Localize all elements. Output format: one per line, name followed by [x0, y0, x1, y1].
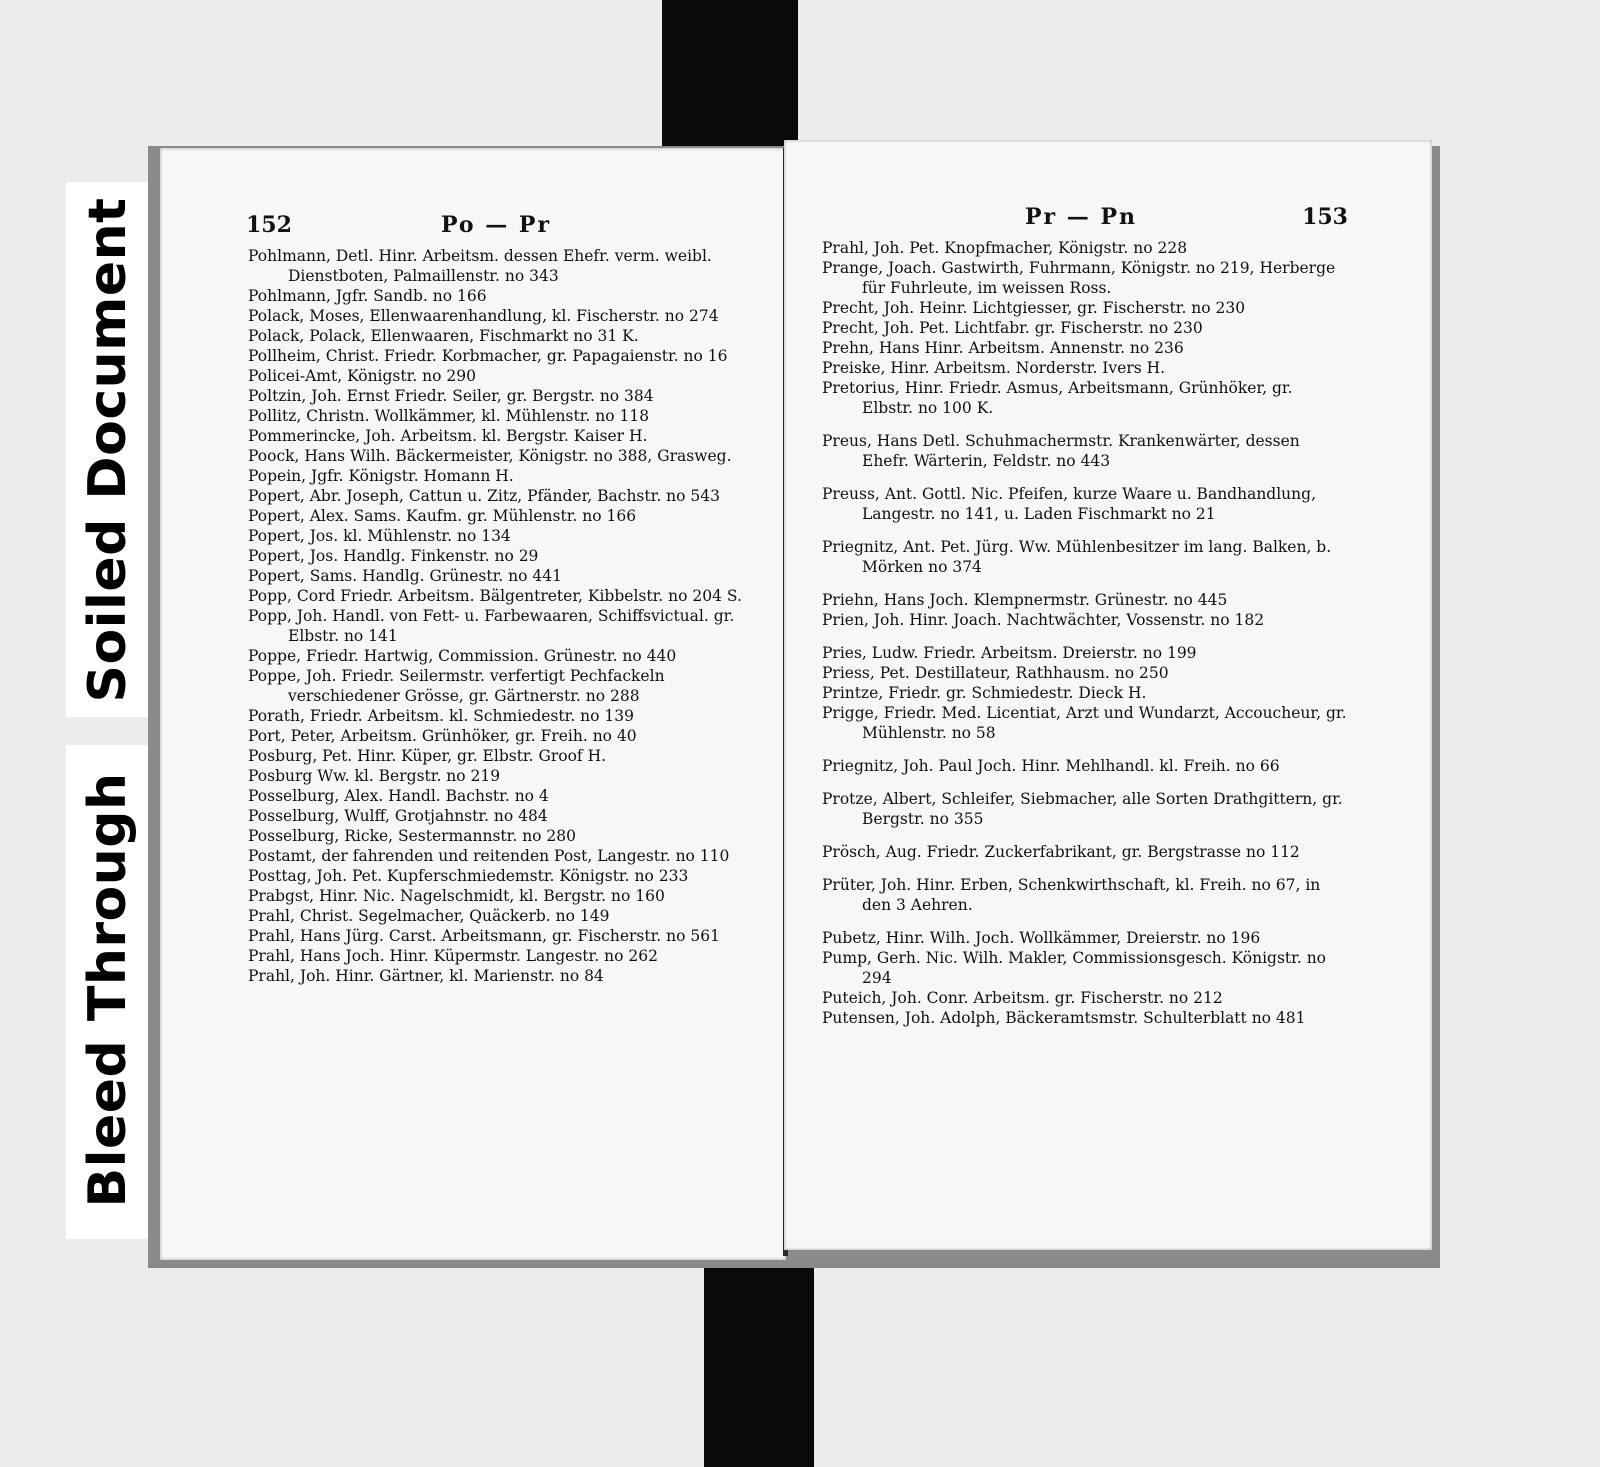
- directory-entry: Postamt, der fahrenden und reitenden Post, Langestr. no 110: [248, 847, 730, 865]
- binding-strip-top: [662, 0, 798, 152]
- bleed-through-label: Bleed Through: [78, 772, 138, 1208]
- directory-entry: Port, Peter, Arbeitsm. Grünhöker, gr. Freih. no 40: [248, 727, 637, 745]
- directory-entry: Priegnitz, Joh. Paul Joch. Hinr. Mehlhandl. kl. Freih. no 66: [822, 757, 1280, 775]
- directory-entry: Popert, Abr. Joseph, Cattun u. Zitz, Pfänder, Bachstr. no 543: [248, 487, 721, 505]
- directory-entry: Pretorius, Hinr. Friedr. Asmus, Arbeitsmann, Grünhöker, gr. Elbstr. no 100 K.: [822, 379, 1293, 417]
- directory-entry: Popert, Alex. Sams. Kaufm. gr. Mühlenstr. no 166: [248, 507, 637, 525]
- directory-entry: Printze, Friedr. gr. Schmiedestr. Dieck H.: [822, 684, 1147, 702]
- directory-entry: Popein, Jgfr. Königstr. Homann H.: [248, 467, 514, 485]
- directory-entry: Prange, Joach. Gastwirth, Fuhrmann, Königstr. no 219, Herberge für Fuhrleute, im weissen Ross.: [822, 259, 1336, 297]
- directory-entry: Pump, Gerh. Nic. Wilh. Makler, Commissionsgesch. Königstr. no 294: [822, 949, 1327, 987]
- directory-entry: Popp, Joh. Handl. von Fett- u. Farbewaaren, Schiffsvictual. gr. Elbstr. no 141: [248, 607, 735, 645]
- left-entry-list: [248, 246, 746, 986]
- directory-entry: Preiske, Hinr. Arbeitsm. Norderstr. Ivers H.: [822, 359, 1166, 377]
- right-page-heading: Pr — Pn: [1025, 204, 1137, 230]
- directory-entry: Posburg, Pet. Hinr. Küper, gr. Elbstr. Groof H.: [248, 747, 607, 765]
- directory-entry: Popp, Cord Friedr. Arbeitsm. Bälgentreter, Kibbelstr. no 204 S.: [248, 587, 742, 605]
- directory-entry: Posselburg, Alex. Handl. Bachstr. no 4: [248, 787, 549, 805]
- directory-entry: Priehn, Hans Joch. Klempnermstr. Grünestr. no 445: [822, 591, 1228, 609]
- directory-entry: Polack, Polack, Ellenwaaren, Fischmarkt no 31 K.: [248, 327, 639, 345]
- left-page: [160, 148, 786, 1260]
- directory-entry: Preuss, Ant. Gottl. Nic. Pfeifen, kurze Waare u. Bandhandlung, Langestr. no 141, u. Laden Fischmarkt no 21: [822, 485, 1316, 523]
- directory-entry: Prehn, Hans Hinr. Arbeitsm. Annenstr. no 236: [822, 339, 1184, 357]
- directory-entry: Prahl, Hans Joch. Hinr. Küpermstr. Langestr. no 262: [248, 947, 658, 965]
- directory-entry: Prüter, Joh. Hinr. Erben, Schenkwirthschaft, kl. Freih. no 67, in den 3 Aehren.: [822, 876, 1321, 914]
- directory-entry: Pohlmann, Jgfr. Sandb. no 166: [248, 287, 487, 305]
- binding-strip-bottom: [704, 1260, 814, 1467]
- directory-entry: Prabgst, Hinr. Nic. Nagelschmidt, kl. Bergstr. no 160: [248, 887, 665, 905]
- directory-entry: Pubetz, Hinr. Wilh. Joch. Wollkämmer, Dreierstr. no 196: [822, 929, 1261, 947]
- directory-entry: Precht, Joh. Heinr. Lichtgiesser, gr. Fischerstr. no 230: [822, 299, 1246, 317]
- directory-entry: Prösch, Aug. Friedr. Zuckerfabrikant, gr. Bergstrasse no 112: [822, 843, 1300, 861]
- right-entry-list: [822, 238, 1348, 1028]
- directory-entry: Poppe, Joh. Friedr. Seilermstr. verfertigt Pechfackeln verschiedener Grösse, gr. Gärtnerstr. no 288: [248, 667, 665, 705]
- directory-entry: Precht, Joh. Pet. Lichtfabr. gr. Fischerstr. no 230: [822, 319, 1203, 337]
- directory-entry: Posselburg, Ricke, Sestermannstr. no 280: [248, 827, 577, 845]
- directory-entry: Posselburg, Wulff, Grotjahnstr. no 484: [248, 807, 548, 825]
- directory-entry: Prahl, Christ. Segelmacher, Quäckerb. no 149: [248, 907, 610, 925]
- directory-entry: Porath, Friedr. Arbeitsm. kl. Schmiedestr. no 139: [248, 707, 634, 725]
- directory-entry: Popert, Sams. Handlg. Grünestr. no 441: [248, 567, 562, 585]
- left-page-heading: Po — Pr: [440, 212, 552, 238]
- directory-entry: Policei-Amt, Königstr. no 290: [248, 367, 476, 385]
- directory-entry: Prahl, Joh. Pet. Knopfmacher, Königstr. no 228: [822, 239, 1188, 257]
- right-page-header: [814, 204, 1348, 238]
- directory-entry: Pollheim, Christ. Friedr. Korbmacher, gr. Papagaienstr. no 16: [248, 347, 728, 365]
- directory-entry: Pollitz, Christn. Wollkämmer, kl. Mühlenstr. no 118: [248, 407, 650, 425]
- right-page: [784, 140, 1432, 1250]
- directory-entry: Prigge, Friedr. Med. Licentiat, Arzt und Wundarzt, Accoucheur, gr. Mühlenstr. no 58: [822, 704, 1347, 742]
- directory-entry: Prahl, Joh. Hinr. Gärtner, kl. Marienstr. no 84: [248, 967, 604, 985]
- right-page-number: 153: [1302, 204, 1348, 230]
- directory-entry: Priess, Pet. Destillateur, Rathhausm. no 250: [822, 664, 1169, 682]
- directory-entry: Puteich, Joh. Conr. Arbeitsm. gr. Fischerstr. no 212: [822, 989, 1223, 1007]
- directory-entry: Prahl, Hans Jürg. Carst. Arbeitsmann, gr. Fischerstr. no 561: [248, 927, 720, 945]
- directory-entry: Popert, Jos. kl. Mühlenstr. no 134: [248, 527, 511, 545]
- soiled-document-label: Soiled Document: [78, 197, 138, 703]
- left-page-header: [246, 212, 746, 246]
- directory-entry: Pries, Ludw. Friedr. Arbeitsm. Dreierstr. no 199: [822, 644, 1197, 662]
- directory-entry: Posttag, Joh. Pet. Kupferschmiedemstr. Königstr. no 233: [248, 867, 689, 885]
- directory-entry: Priegnitz, Ant. Pet. Jürg. Ww. Mühlenbesitzer im lang. Balken, b. Mörken no 374: [822, 538, 1332, 576]
- directory-entry: Poltzin, Joh. Ernst Friedr. Seiler, gr. Bergstr. no 384: [248, 387, 654, 405]
- directory-entry: Poock, Hans Wilh. Bäckermeister, Königstr. no 388, Grasweg.: [248, 447, 732, 465]
- directory-entry: Pommerincke, Joh. Arbeitsm. kl. Bergstr. Kaiser H.: [248, 427, 648, 445]
- directory-entry: Posburg Ww. kl. Bergstr. no 219: [248, 767, 501, 785]
- directory-entry: Pohlmann, Detl. Hinr. Arbeitsm. dessen Ehefr. verm. weibl. Dienstboten, Palmaillenstr. no 343: [248, 247, 712, 285]
- directory-entry: Protze, Albert, Schleifer, Siebmacher, alle Sorten Drathgittern, gr. Bergstr. no 355: [822, 790, 1343, 828]
- directory-entry: Popert, Jos. Handlg. Finkenstr. no 29: [248, 547, 539, 565]
- directory-entry: Preus, Hans Detl. Schuhmachermstr. Krankenwärter, dessen Ehefr. Wärterin, Feldstr. no 443: [822, 432, 1300, 470]
- left-page-number: 152: [246, 212, 292, 238]
- directory-entry: Polack, Moses, Ellenwaarenhandlung, kl. Fischerstr. no 274: [248, 307, 719, 325]
- directory-entry: Prien, Joh. Hinr. Joach. Nachtwächter, Vossenstr. no 182: [822, 611, 1265, 629]
- directory-entry: Putensen, Joh. Adolph, Bäckeramtsmstr. Schulterblatt no 481: [822, 1009, 1306, 1027]
- directory-entry: Poppe, Friedr. Hartwig, Commission. Grünestr. no 440: [248, 647, 677, 665]
